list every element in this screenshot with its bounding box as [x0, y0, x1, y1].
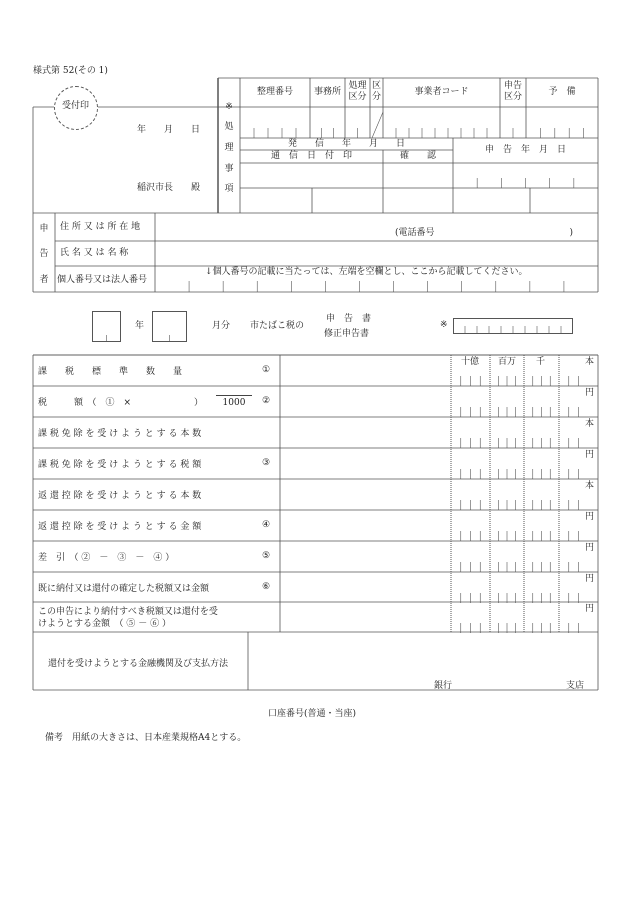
month-label: 月分	[212, 321, 231, 331]
row-label: 課 税 免 除 を 受 け よ う と す る 本 数	[38, 429, 202, 439]
hdr-office: 事務所	[313, 87, 341, 97]
hdr-type: 区 分	[371, 81, 381, 102]
row-amount-field[interactable]	[282, 387, 447, 416]
vertical-char: 処	[224, 122, 234, 133]
row-amount-field[interactable]	[282, 418, 447, 447]
row-number: ④	[262, 520, 271, 530]
phone-label: (電話番号 )	[395, 228, 574, 238]
row-amount-field[interactable]	[282, 603, 447, 632]
tax-label: 市たばこ税の	[250, 321, 305, 331]
bank-label: 銀行	[434, 681, 453, 691]
row-amount-field[interactable]	[282, 573, 447, 602]
grid-line	[372, 112, 383, 138]
row-amount-field[interactable]	[282, 511, 447, 540]
row-label: 返 還 控 除 を 受 け よ う と す る 本 数	[38, 491, 202, 501]
vertical-char: 者	[39, 274, 49, 285]
row-amount-field[interactable]	[282, 542, 447, 571]
send-date-label: 発 信 年 月 日	[287, 139, 405, 149]
hdr-reserve: 予 備	[548, 87, 576, 97]
branch-label: 支店	[566, 681, 585, 691]
unit-thousand: 千	[535, 357, 545, 367]
form-id: 様式第 52(その 1)	[33, 66, 108, 76]
row-label: 課 税 標 準 数 量	[38, 367, 183, 377]
hdr-report-type: 申告 区分	[503, 81, 522, 102]
row-unit: 本	[585, 481, 595, 491]
footnote: 備考 用紙の大きさは、日本産業規格A4とする。	[45, 733, 247, 743]
id-number-label: 個人番号又は法人番号	[57, 275, 148, 285]
office-number-box	[453, 318, 573, 334]
addressee: 稲沢市長 殿	[137, 183, 201, 193]
row-number: ②	[262, 396, 271, 406]
row-amount-field[interactable]	[282, 449, 447, 478]
office-mark: ※	[440, 320, 448, 330]
row-label: 課 税 免 除 を 受 け よ う と す る 税 額	[38, 460, 202, 470]
year-input-box[interactable]	[92, 311, 121, 342]
row-label: 返 還 控 除 を 受 け よ う と す る 金 額	[38, 522, 202, 532]
year-label: 年	[135, 321, 145, 331]
row-unit: 円	[585, 604, 595, 614]
declarant-vertical-label	[33, 215, 55, 291]
unit-million: 百万	[497, 357, 516, 367]
row-label: 差 引 （ ② － ③ － ④ ）	[38, 553, 175, 563]
row-label: 既に納付又は還付の確定した税額又は金額	[38, 584, 210, 594]
vertical-char: 申	[39, 224, 49, 235]
row-unit: 円	[585, 512, 595, 522]
row-unit: 円	[585, 574, 595, 584]
id-number-note: ↓個人番号の記載に当たっては、左端を空欄とし、ここから記載してください。	[205, 267, 528, 277]
unit-billion: 十億	[460, 357, 479, 367]
row-amount-field[interactable]	[282, 480, 447, 509]
row-number: ⑤	[262, 551, 271, 561]
row-label: この申告により納付すべき税額又は還付を受 けようとする金額 （ ⑤ － ⑥ ）	[38, 607, 218, 630]
row-number: ③	[262, 458, 271, 468]
row-unit: 円	[585, 450, 595, 460]
report-type-declaration[interactable]: 申 告 書	[326, 314, 372, 324]
row-unit: 本	[585, 419, 595, 429]
row-amount-field[interactable]	[282, 356, 447, 385]
hdr-business-code: 事業者コード	[414, 87, 469, 97]
hdr-ref-number: 整理番号	[256, 87, 293, 97]
confirm-label: 確 認	[399, 151, 436, 161]
report-date-label: 申 告 年 月 日	[484, 145, 566, 155]
refund-label: 還付を受けようとする金融機関及び支払方法	[48, 659, 229, 669]
vertical-char: ※	[225, 101, 233, 112]
vertical-char: 告	[39, 249, 49, 260]
vertical-char: 項	[224, 184, 234, 195]
month-input-box[interactable]	[152, 311, 187, 342]
row-label: 税 額 （ ① × ）	[38, 398, 204, 408]
row-number: ①	[262, 365, 271, 375]
fraction-denominator: 1000	[216, 395, 252, 408]
hdr-process-type: 処理 区分	[348, 81, 367, 102]
account-label: 口座番号(普通・当座)	[268, 709, 357, 719]
name-field[interactable]	[157, 243, 595, 263]
processing-vertical-label	[218, 98, 240, 198]
name-label: 氏 名 又 は 名 称	[60, 248, 129, 258]
reception-stamp-label: 受付印	[62, 101, 90, 111]
row-unit: 円	[585, 388, 595, 398]
date-label: 年 月 日	[137, 125, 201, 135]
report-type-amended[interactable]: 修正申告書	[324, 329, 370, 339]
unit-sticks: 本	[585, 357, 595, 367]
address-field[interactable]	[240, 219, 390, 239]
row-unit: 円	[585, 543, 595, 553]
row-number: ⑥	[262, 582, 271, 592]
address-label: 住 所 又 は 所 在 地	[60, 222, 141, 232]
comm-stamp-label: 通 信 日 付 印	[270, 151, 352, 161]
vertical-char: 理	[224, 142, 234, 153]
vertical-char: 事	[224, 163, 234, 174]
